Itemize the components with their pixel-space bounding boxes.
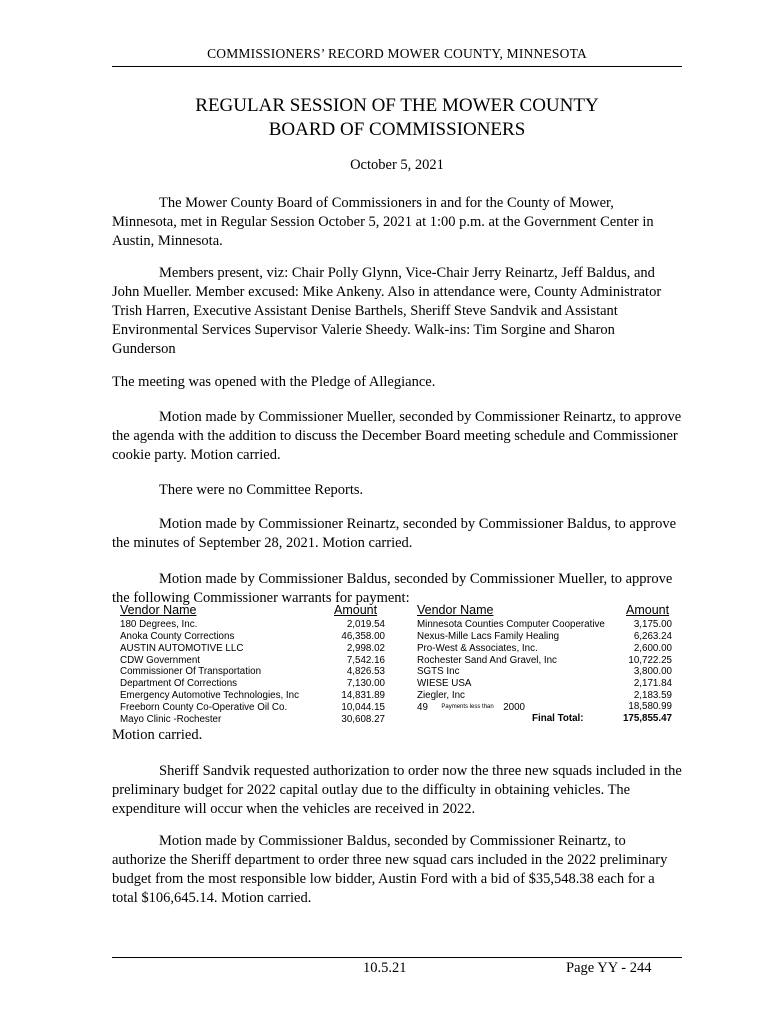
warrant-amount: 46,358.00 <box>341 630 385 642</box>
warrant-vendor: Ziegler, Inc <box>417 690 465 702</box>
footer-page-number: Page YY - 244 <box>566 960 652 976</box>
small-payments-label: Payments less than <box>441 704 494 710</box>
warrant-row <box>417 655 672 667</box>
warrant-vendor: CDW Government <box>120 654 201 666</box>
paragraph-warrants-motion: Motion made by Commissioner Baldus, seconded by Commissioner Mueller, to approve the following Commissioner warrants for payment: <box>112 571 673 606</box>
warrant-vendor: Mayo Clinic -Rochester <box>120 713 222 725</box>
meeting-date: October 5, 2021 <box>350 157 444 173</box>
warrant-row <box>120 702 385 714</box>
warrant-amount: 3,800.00 <box>633 666 672 678</box>
small-payments-count: 49 <box>417 702 428 713</box>
paragraph-motion-carried: Motion carried. <box>112 727 203 743</box>
paragraph-committee-reports: There were no Committee Reports. <box>159 482 364 498</box>
page-header: COMMISSIONERS’ RECORD MOWER COUNTY, MINNESOTA <box>207 46 587 61</box>
warrant-row <box>120 690 385 702</box>
paragraph-squad-motion: Motion made by Commissioner Baldus, seconded by Commissioner Reinartz, to authorize the Sheriff department to order three new squad cars included in the 2022 preliminary budget from the most responsible low bidder, Austin Ford with a bid of $35,548.38 each for a total $106,645.14. Motion carried. <box>112 833 668 906</box>
paragraph-attendance: Members present, viz: Chair Polly Glynn, Vice-Chair Jerry Reinartz, Jeff Baldus, and John Mueller. Member excused: Mike Ankeny. Also in attendance were, County Administrator Trish Harren, Executive Assistant Denise Barthels, Sheriff Steve Sandvik and Assistant Environmental Services Supervisor Valerie Sheedy. Walk-ins: Tim Sorgine and Sharon Gunderson <box>112 265 662 357</box>
warrant-vendor: Rochester Sand And Gravel, Inc <box>417 654 557 666</box>
warrant-vendor: AUSTIN AUTOMOTIVE LLC <box>120 642 244 654</box>
warrant-row <box>120 631 385 643</box>
warrant-amount: 14,831.89 <box>341 690 385 702</box>
warrant-row <box>417 678 672 690</box>
amount-header-right: Amount <box>626 603 670 617</box>
warrant-amount: 2,600.00 <box>633 642 672 654</box>
final-total-label: Final Total: <box>532 713 584 724</box>
warrant-amount: 2,998.02 <box>346 642 385 654</box>
header-rule <box>112 66 682 67</box>
paragraph-agenda-motion: Motion made by Commissioner Mueller, seconded by Commissioner Reinartz, to approve the agenda with the addition to discuss the December Board meeting schedule and Commissioner cookie party. Motion carried. <box>112 409 682 463</box>
paragraph-minutes-motion: Motion made by Commissioner Reinartz, seconded by Commissioner Baldus, to approve the minutes of September 28, 2021. Motion carried. <box>112 516 677 551</box>
warrant-vendor: Pro-West & Associates, Inc. <box>417 642 538 654</box>
warrant-row <box>120 655 385 667</box>
warrant-amount: 10,044.15 <box>341 701 385 713</box>
vendor-header-right: Vendor Name <box>417 603 494 617</box>
warrants-table <box>112 603 682 725</box>
warrant-amount: 30,608.27 <box>341 713 385 725</box>
footer-rule <box>112 957 682 958</box>
vendor-header-left: Vendor Name <box>120 603 197 617</box>
warrant-amount: 7,542.16 <box>346 654 385 666</box>
warrant-vendor: Nexus-Mille Lacs Family Healing <box>417 630 560 642</box>
warrant-amount: 2,183.59 <box>633 690 672 702</box>
warrant-row <box>120 714 385 726</box>
warrant-row <box>417 666 672 678</box>
warrant-row <box>417 643 672 655</box>
final-total-row <box>532 713 672 725</box>
paragraph-opening: The Mower County Board of Commissioners in and for the County of Mower, Minnesota, met in Regular Session October 5, 2021 at 1:00 p.m. at the Government Center in Austin, Minnesota. <box>112 195 654 249</box>
warrant-row <box>120 619 385 631</box>
paragraph-pledge: The meeting was opened with the Pledge of Allegiance. <box>112 374 436 390</box>
warrant-vendor: 180 Degrees, Inc. <box>120 619 198 630</box>
warrant-row <box>120 678 385 690</box>
amount-header-left: Amount <box>334 603 378 617</box>
small-payments-threshold: 2000 <box>503 702 525 713</box>
warrant-row <box>417 631 672 643</box>
warrant-amount: 3,175.00 <box>633 619 672 630</box>
warrant-vendor: SGTS Inc <box>417 666 460 678</box>
warrant-vendor: Emergency Automotive Technologies, Inc <box>120 690 299 702</box>
warrant-amount: 7,130.00 <box>346 678 385 690</box>
warrant-row <box>120 666 385 678</box>
final-total-amount: 175,855.47 <box>622 713 672 724</box>
warrant-vendor: Minnesota Counties Computer Cooperative <box>417 619 605 630</box>
paragraph-sheriff-request: Sheriff Sandvik requested authorization to order now the three new squads included in the preliminary budget for 2022 capital outlay due to the difficulty in obtaining vehicles. The expenditure will occur when the vehicles are received in 2022. <box>112 763 682 817</box>
title-line-2: BOARD OF COMMISSIONERS <box>268 119 526 140</box>
warrant-vendor: Department Of Corrections <box>120 678 238 690</box>
warrant-amount: 4,826.53 <box>346 666 385 678</box>
warrant-vendor: Anoka County Corrections <box>120 630 235 642</box>
document-title <box>112 94 682 142</box>
title-line-1: REGULAR SESSION OF THE MOWER COUNTY <box>195 95 599 116</box>
warrant-row <box>417 619 672 631</box>
warrant-vendor: Freeborn County Co-Operative Oil Co. <box>120 701 288 713</box>
warrant-amount: 6,263.24 <box>633 630 672 642</box>
warrant-row <box>120 643 385 655</box>
small-payments-amount: 18,580.99 <box>628 701 672 712</box>
small-payments-row <box>417 701 672 713</box>
warrant-amount: 2,171.84 <box>633 678 672 690</box>
warrant-vendor: Commissioner Of Transportation <box>120 666 262 678</box>
warrant-amount: 10,722.25 <box>628 654 672 666</box>
warrant-amount: 2,019.54 <box>346 619 385 630</box>
warrant-vendor: WIESE USA <box>417 678 472 690</box>
footer-date: 10.5.21 <box>363 960 407 976</box>
